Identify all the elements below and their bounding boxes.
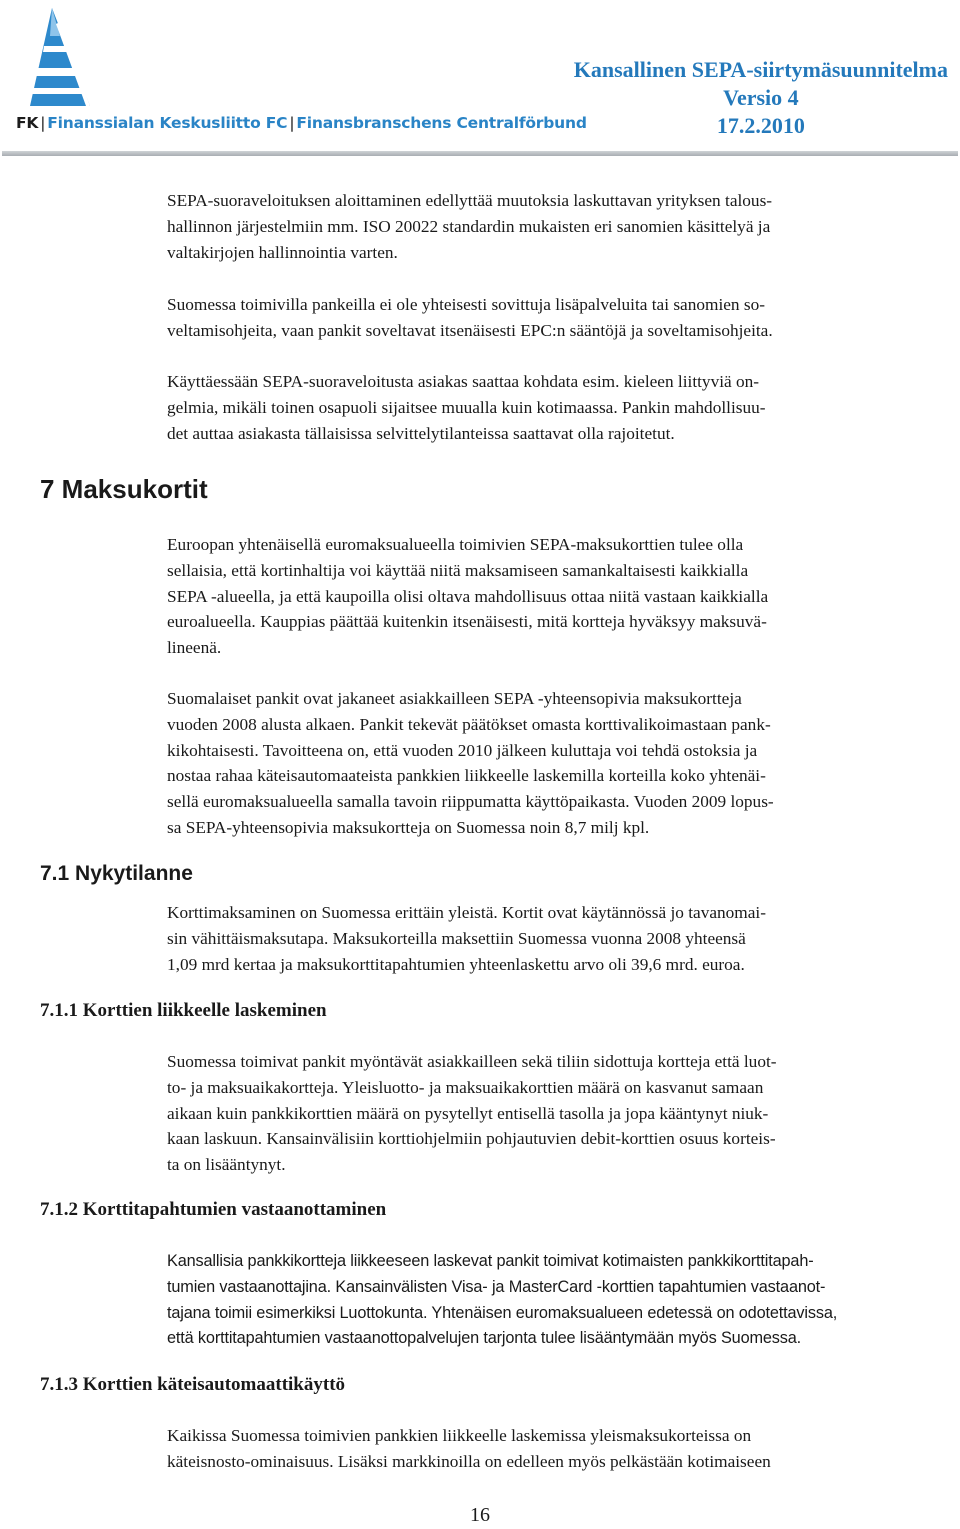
org-separator-2: | bbox=[289, 114, 295, 132]
text-line: Suomessa toimivat pankit myöntävät asiakkailleen sekä tiliin sidottuja kortteja että luot- bbox=[167, 1052, 777, 1071]
heading-7-1-2: 7.1.2 Korttitapahtumien vastaanottaminen bbox=[40, 1199, 387, 1220]
text-line: sin vähittäismaksutapa. Maksukorteilla maksettiin Suomessa vuonna 2008 yhteensä bbox=[167, 928, 746, 948]
org-name-fi: Finanssialan Keskusliitto bbox=[47, 114, 261, 132]
text-line: SEPA -alueella, ja että kaupoilla olisi oltava mahdollisuus ottaa niitä vastaan kaikkialla bbox=[167, 586, 769, 606]
text-line: aikaan kuin pankkikorttien määrä on pysytellyt entisellä tasolla ja jopa kääntynyt niuk- bbox=[167, 1103, 769, 1123]
text-line: Kaikissa Suomessa toimivien pankkien liikkeelle laskemissa yleismaksukorteissa on bbox=[167, 1426, 752, 1445]
text-line: vuoden 2008 alusta alkaen. Pankit tekevät päätökset omasta korttivalikoimastaan pank- bbox=[167, 714, 771, 734]
page-header bbox=[0, 0, 960, 160]
text-line: to- ja maksuaikakortteja. Yleisluotto- ja maksuaikakorttien määrä on kasvanut samaan bbox=[167, 1077, 764, 1097]
text-line: gelmia, mikäli toinen osapuoli sijaitsee muualla kuin kotimaassa. Pankin mahdollisuu- bbox=[167, 397, 766, 417]
organization-name bbox=[16, 114, 587, 132]
text-line: 1,09 mrd kertaa ja maksukorttitapahtumien yhteenlaskettu arvo oli 39,6 mrd. euroa. bbox=[167, 954, 745, 974]
page-number: 16 bbox=[470, 1504, 490, 1526]
heading-7-maksukortit: 7 Maksukortit bbox=[40, 474, 208, 504]
text-line: det auttaa asiakasta tällaisissa selvittelytilanteissa saattavat olla rajoitetut. bbox=[167, 423, 675, 443]
paragraph-p4 bbox=[167, 532, 919, 661]
text-line: SEPA-suoraveloituksen aloittaminen edellyttää muutoksia laskuttavan yrityksen talous- bbox=[167, 191, 773, 210]
paragraph-p6 bbox=[167, 900, 919, 977]
text-line: että korttitapahtumien vastaanottopalvelujen tarjonta tulee lisääntymään myös Suomessa. bbox=[167, 1329, 802, 1348]
paragraph-p9 bbox=[167, 1423, 919, 1475]
header-divider bbox=[2, 151, 958, 156]
text-line: Käyttäessään SEPA-suoraveloitusta asiakas saattaa kohdata esim. kieleen liittyviä on- bbox=[167, 372, 760, 391]
text-line: Korttimaksaminen on Suomessa erittäin yleistä. Kortit ovat käytännössä jo tavanomai- bbox=[167, 903, 766, 922]
text-line: sellä euromaksualueella samalla tavoin riippumatta käyttöpaikasta. Vuoden 2009 lopus- bbox=[167, 792, 774, 812]
fk-pyramid-logo-icon bbox=[16, 6, 94, 113]
org-name-sv: Finansbranschens Centralförbund bbox=[296, 114, 587, 132]
paragraph-p8 bbox=[167, 1249, 919, 1352]
heading-7-1-1: 7.1.1 Korttien liikkeelle laskeminen bbox=[40, 1000, 327, 1021]
paragraph-p3 bbox=[167, 369, 919, 446]
document-version: Versio 4 bbox=[723, 85, 799, 110]
text-line: hallinnon järjestelmiin mm. ISO 20022 standardin mukaisten eri sanomien käsittelyä ja bbox=[167, 216, 771, 236]
text-line: sa SEPA-yhteensopivia maksukortteja on Suomessa noin 8,7 milj kpl. bbox=[167, 817, 650, 837]
text-line: kaan laskuun. Kansainvälisiin korttiohjelmiin pohjautuvien debit-korttien osuus korteis- bbox=[167, 1129, 776, 1149]
text-line: veltamisohjeita, vaan pankit soveltavat itsenäisesti EPC:n sääntöjä ja soveltamisohjeita. bbox=[167, 320, 773, 340]
org-abbrev-fk: FK bbox=[16, 114, 39, 132]
paragraph-p1 bbox=[167, 188, 919, 265]
org-separator: | bbox=[40, 114, 46, 132]
text-line: Suomessa toimivilla pankeilla ei ole yhteisesti sovittuja lisäpalveluita tai sanomien so- bbox=[167, 295, 766, 314]
text-line: valtakirjojen hallinnointia varten. bbox=[167, 242, 398, 262]
document-title: Kansallinen SEPA-siirtymäsuunnitelma bbox=[573, 57, 948, 82]
text-line: nostaa rahaa käteisautomaateista pankkien liikkeelle laskemilla korteilla koko yhtenäi- bbox=[167, 766, 766, 786]
text-line: Suomalaiset pankit ovat jakaneet asiakkailleen SEPA -yhteensopivia maksukortteja bbox=[167, 689, 742, 708]
text-line: euroalueella. Kauppias päättää kuitenkin itsenäisesti, mitä kortteja hyväksyy maksuvä- bbox=[167, 612, 767, 632]
paragraph-p5 bbox=[167, 686, 919, 841]
text-line: Euroopan yhtenäisellä euromaksualueella toimivien SEPA-maksukorttien tulee olla bbox=[167, 535, 744, 554]
document-date: 17.2.2010 bbox=[716, 113, 805, 138]
text-line: ta on lisääntynyt. bbox=[167, 1155, 286, 1175]
text-line: tumien vastaanottajina. Kansainvälisten Visa- ja MasterCard -korttien tapahtumien vastaanot- bbox=[167, 1277, 826, 1296]
text-line: käteisnosto-ominaisuus. Lisäksi markkinoilla on edelleen myös pelkästään kotimaiseen bbox=[167, 1451, 771, 1471]
paragraph-p2 bbox=[167, 292, 919, 344]
text-line: lineenä. bbox=[167, 638, 222, 658]
org-abbrev-fc: FC bbox=[265, 114, 288, 132]
text-line: kikohtaisesti. Tavoitteena on, että vuoden 2010 jälkeen kuluttaja voi tehdä ostoksia ja bbox=[167, 740, 758, 760]
text-line: sellaisia, että kortinhaltija voi käyttää niitä maksamiseen samankaltaisesti kaikkialla bbox=[167, 560, 749, 580]
text-line: tajana toimii esimerkiksi Luottokunta. Yhtenäisen euromaksualueen edetessä on odotettavissa, bbox=[167, 1303, 838, 1322]
text-line: Kansallisia pankkikortteja liikkeeseen laskevat pankit toimivat kotimaisten pankkikorttitapah- bbox=[167, 1252, 814, 1270]
heading-7-1-3: 7.1.3 Korttien käteisautomaattikäyttö bbox=[40, 1374, 346, 1395]
heading-7-1-nykytilanne: 7.1 Nykytilanne bbox=[40, 862, 193, 885]
document-title-block bbox=[574, 56, 948, 140]
paragraph-p7 bbox=[167, 1049, 919, 1178]
